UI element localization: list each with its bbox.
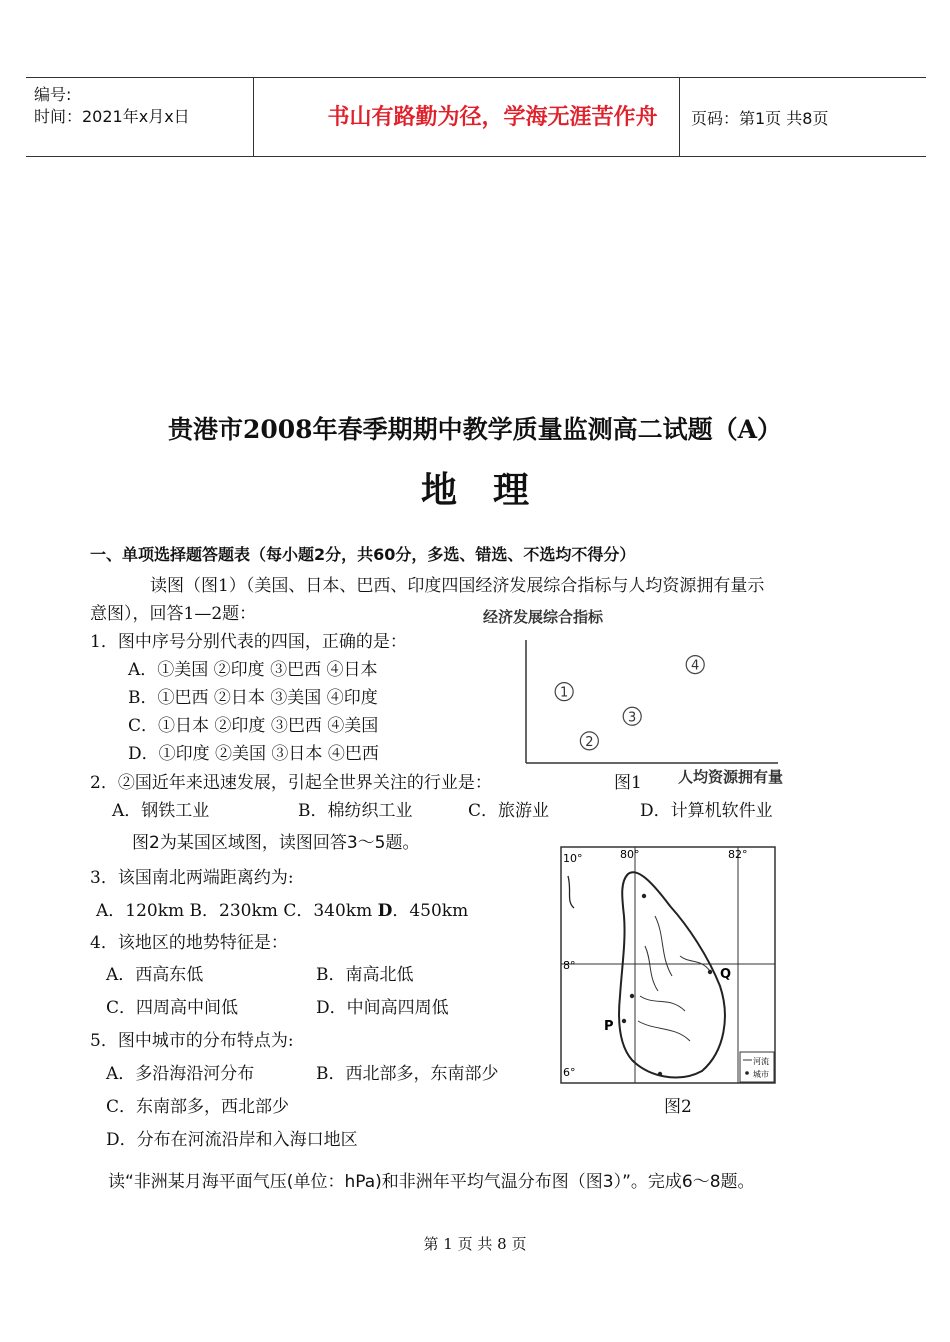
map-frame: [561, 847, 775, 1083]
figure-1-caption: 图1: [614, 773, 642, 793]
figure-2-map: [560, 846, 776, 1086]
figure-1-ylabel: 经济发展综合指标: [483, 608, 604, 626]
legend-city-symbol: [745, 1071, 749, 1075]
header-motto: 书山有路勤为径，学海无涯苦作舟: [327, 105, 658, 130]
header-divider: [253, 78, 254, 156]
question-5-option: A．多沿海沿河分布: [106, 1064, 255, 1084]
river: [638, 1021, 690, 1041]
question-3-stem: 3．该国南北两端距离约为:: [90, 868, 294, 888]
question-2-option: D．计算机软件业: [640, 801, 773, 821]
question-4-stem: 4．该地区的地势特征是：: [90, 933, 288, 953]
figure-1-point-label: 2: [585, 734, 594, 750]
question-3-options-abc: A．120km B．230km C．340km: [96, 901, 378, 921]
question-4-option: A．西高东低: [106, 965, 204, 985]
city-marker: [630, 994, 634, 998]
question-4-option: B．南高北低: [316, 965, 414, 985]
city-marker: [622, 1019, 626, 1023]
question-3-option-d-rest: ．450km: [392, 901, 469, 921]
coastline: [568, 876, 574, 908]
figure-1-chart: [478, 600, 818, 790]
intro-1b: 意图），回答1—2题：: [90, 604, 257, 624]
lon-label: 82°: [728, 848, 748, 861]
lat-label: 8°: [563, 959, 576, 972]
question-2-option: B．棉纺织工业: [298, 801, 413, 821]
city-marker: [658, 1072, 662, 1076]
question-1-option: B．①巴西 ②日本 ③美国 ④印度: [128, 688, 378, 708]
river: [640, 996, 685, 1011]
question-2-option: C．旅游业: [468, 801, 550, 821]
question-5-option: C．东南部多，西北部少: [106, 1097, 290, 1117]
subject-title: 地理: [420, 469, 565, 511]
intro-3: 读“非洲某月海平面气压(单位：hPa)和非洲年平均气温分布图（图3）”。完成6～8题。: [108, 1172, 755, 1192]
figure-1-xlabel: 人均资源拥有量: [678, 768, 784, 786]
document-header: [26, 77, 926, 157]
header-page-label: 页码：第1页 共8页: [691, 109, 829, 128]
city-marker: [708, 970, 712, 974]
question-1-option: A．①美国 ②印度 ③巴西 ④日本: [128, 660, 378, 680]
lat-label: 10°: [563, 852, 583, 865]
question-4-option: D．中间高四周低: [316, 998, 449, 1018]
figure-1-point-label: 3: [628, 710, 637, 726]
question-2-option: A．钢铁工业: [112, 801, 210, 821]
legend-river-label: 河流: [753, 1057, 769, 1066]
river: [645, 946, 658, 991]
header-meta: [34, 84, 190, 128]
exam-title: 贵港市2008年春季期期中教学质量监测高二试题（A）: [168, 415, 782, 444]
legend-city-label: 城市: [753, 1070, 769, 1079]
point-p-label: P: [604, 1019, 614, 1034]
figure-2-caption: 图2: [664, 1097, 692, 1117]
question-3-option-d-letter: D: [377, 901, 393, 921]
question-5-option: B．西北部多，东南部少: [316, 1064, 499, 1084]
city-marker: [642, 894, 646, 898]
question-5-option: D．分布在河流沿岸和入海口地区: [106, 1130, 358, 1150]
figure-1-point-label: 1: [560, 685, 569, 701]
question-4-option: C．四周高中间低: [106, 998, 239, 1018]
page-footer: 第 1 页 共 8 页: [423, 1235, 527, 1253]
question-1-option: C．①日本 ②印度 ③巴西 ④美国: [128, 716, 379, 736]
question-1-option: D．①印度 ②美国 ③日本 ④巴西: [128, 744, 379, 764]
question-1-stem: 1．图中序号分别代表的四国，正确的是：: [90, 632, 407, 652]
header-divider: [679, 78, 680, 156]
number-label: 编号:: [34, 85, 72, 104]
lon-label: 80°: [620, 848, 640, 861]
lat-label: 6°: [563, 1066, 576, 1079]
question-2-stem: 2．②国近年来迅速发展，引起全世界关注的行业是：: [90, 773, 492, 793]
point-q-label: Q: [720, 967, 732, 982]
river: [655, 916, 672, 976]
figure-1-point-label: 4: [691, 658, 700, 674]
intro-2: 图2为某国区域图，读图回答3～5题。: [132, 833, 420, 853]
section-heading: 一、单项选择题答题表（每小题2分，共60分，多选、错选、不选均不得分）: [90, 545, 636, 564]
question-3-options: [96, 896, 468, 921]
question-5-stem: 5．图中城市的分布特点为:: [90, 1031, 294, 1051]
intro-1a: 读图（图1）（美国、日本、巴西、印度四国经济发展综合指标与人均资源拥有量示: [150, 576, 765, 596]
time-label: 时间：2021年x月x日: [34, 107, 190, 126]
